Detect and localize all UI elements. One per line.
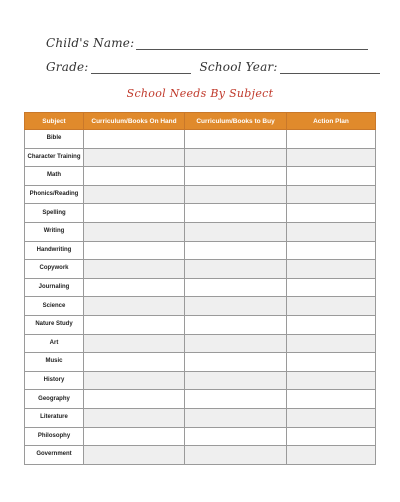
page-subtitle: School Needs By Subject: [126, 87, 274, 100]
to-buy-cell[interactable]: [185, 334, 287, 353]
on-hand-cell[interactable]: [84, 185, 185, 204]
on-hand-cell[interactable]: [84, 315, 185, 334]
to-buy-cell[interactable]: [185, 297, 287, 316]
column-header-action-plan: Action Plan: [287, 113, 376, 130]
to-buy-cell[interactable]: [185, 446, 287, 465]
action-plan-cell[interactable]: [287, 315, 376, 334]
action-plan-cell[interactable]: [287, 278, 376, 297]
child-name-row: [46, 36, 368, 50]
to-buy-cell[interactable]: [185, 222, 287, 241]
on-hand-cell[interactable]: [84, 390, 185, 409]
subject-cell: Journaling: [25, 278, 84, 297]
action-plan-cell[interactable]: [287, 371, 376, 390]
on-hand-cell[interactable]: [84, 241, 185, 260]
action-plan-cell[interactable]: [287, 148, 376, 167]
subject-cell: Art: [25, 334, 84, 353]
table-row: [25, 371, 376, 390]
to-buy-cell[interactable]: [185, 130, 287, 149]
on-hand-cell[interactable]: [84, 222, 185, 241]
to-buy-cell[interactable]: [185, 167, 287, 186]
subject-cell: Math: [25, 167, 84, 186]
action-plan-cell[interactable]: [287, 297, 376, 316]
child-name-label: Child's Name:: [46, 36, 135, 50]
column-header-on-hand: Curriculum/Books On Hand: [84, 113, 185, 130]
to-buy-cell[interactable]: [185, 204, 287, 223]
action-plan-cell[interactable]: [287, 408, 376, 427]
on-hand-cell[interactable]: [84, 130, 185, 149]
subject-cell: Geography: [25, 390, 84, 409]
on-hand-cell[interactable]: [84, 297, 185, 316]
on-hand-cell[interactable]: [84, 278, 185, 297]
subject-cell: Music: [25, 353, 84, 372]
table-row: [25, 353, 376, 372]
action-plan-cell[interactable]: [287, 353, 376, 372]
on-hand-cell[interactable]: [84, 334, 185, 353]
school-needs-table: [24, 112, 376, 465]
table-row: [25, 167, 376, 186]
to-buy-cell[interactable]: [185, 278, 287, 297]
on-hand-cell[interactable]: [84, 408, 185, 427]
column-header-to-buy: Curriculum/Books to Buy: [185, 113, 287, 130]
to-buy-cell[interactable]: [185, 148, 287, 167]
grade-year-row: [46, 60, 380, 74]
subject-cell: Nature Study: [25, 315, 84, 334]
action-plan-cell[interactable]: [287, 446, 376, 465]
to-buy-cell[interactable]: [185, 185, 287, 204]
subject-cell: Literature: [25, 408, 84, 427]
to-buy-cell[interactable]: [185, 353, 287, 372]
table-row: [25, 446, 376, 465]
grade-field[interactable]: [91, 63, 191, 74]
action-plan-cell[interactable]: [287, 390, 376, 409]
grade-label: Grade:: [46, 60, 89, 74]
child-name-field[interactable]: [136, 39, 368, 50]
table-row: [25, 204, 376, 223]
table-row: [25, 260, 376, 279]
on-hand-cell[interactable]: [84, 167, 185, 186]
on-hand-cell[interactable]: [84, 353, 185, 372]
to-buy-cell[interactable]: [185, 241, 287, 260]
column-header-subject: Subject: [25, 113, 84, 130]
subject-cell: Government: [25, 446, 84, 465]
to-buy-cell[interactable]: [185, 408, 287, 427]
table-row: [25, 297, 376, 316]
to-buy-cell[interactable]: [185, 260, 287, 279]
subject-cell: Science: [25, 297, 84, 316]
table-row: [25, 130, 376, 149]
table-row: [25, 427, 376, 446]
table-body: [25, 130, 376, 465]
table-row: [25, 222, 376, 241]
subject-cell: Philosophy: [25, 427, 84, 446]
action-plan-cell[interactable]: [287, 167, 376, 186]
school-year-field[interactable]: [280, 63, 380, 74]
table-row: [25, 278, 376, 297]
table-row: [25, 390, 376, 409]
on-hand-cell[interactable]: [84, 427, 185, 446]
table-row: [25, 185, 376, 204]
subject-cell: Character Training: [25, 148, 84, 167]
subject-cell: Handwriting: [25, 241, 84, 260]
table-row: [25, 334, 376, 353]
school-year-label: School Year:: [199, 60, 278, 74]
action-plan-cell[interactable]: [287, 334, 376, 353]
action-plan-cell[interactable]: [287, 260, 376, 279]
table-row: [25, 241, 376, 260]
subject-cell: Bible: [25, 130, 84, 149]
to-buy-cell[interactable]: [185, 390, 287, 409]
on-hand-cell[interactable]: [84, 148, 185, 167]
on-hand-cell[interactable]: [84, 204, 185, 223]
action-plan-cell[interactable]: [287, 427, 376, 446]
action-plan-cell[interactable]: [287, 204, 376, 223]
subject-cell: Phonics/Reading: [25, 185, 84, 204]
to-buy-cell[interactable]: [185, 371, 287, 390]
subject-cell: Spelling: [25, 204, 84, 223]
subject-cell: Copywork: [25, 260, 84, 279]
to-buy-cell[interactable]: [185, 427, 287, 446]
table-row: [25, 408, 376, 427]
on-hand-cell[interactable]: [84, 260, 185, 279]
action-plan-cell[interactable]: [287, 130, 376, 149]
on-hand-cell[interactable]: [84, 446, 185, 465]
action-plan-cell[interactable]: [287, 241, 376, 260]
action-plan-cell[interactable]: [287, 222, 376, 241]
table-row: [25, 315, 376, 334]
on-hand-cell[interactable]: [84, 371, 185, 390]
table-header-row: [25, 113, 376, 130]
to-buy-cell[interactable]: [185, 315, 287, 334]
subject-cell: History: [25, 371, 84, 390]
subject-cell: Writing: [25, 222, 84, 241]
action-plan-cell[interactable]: [287, 185, 376, 204]
table-row: [25, 148, 376, 167]
